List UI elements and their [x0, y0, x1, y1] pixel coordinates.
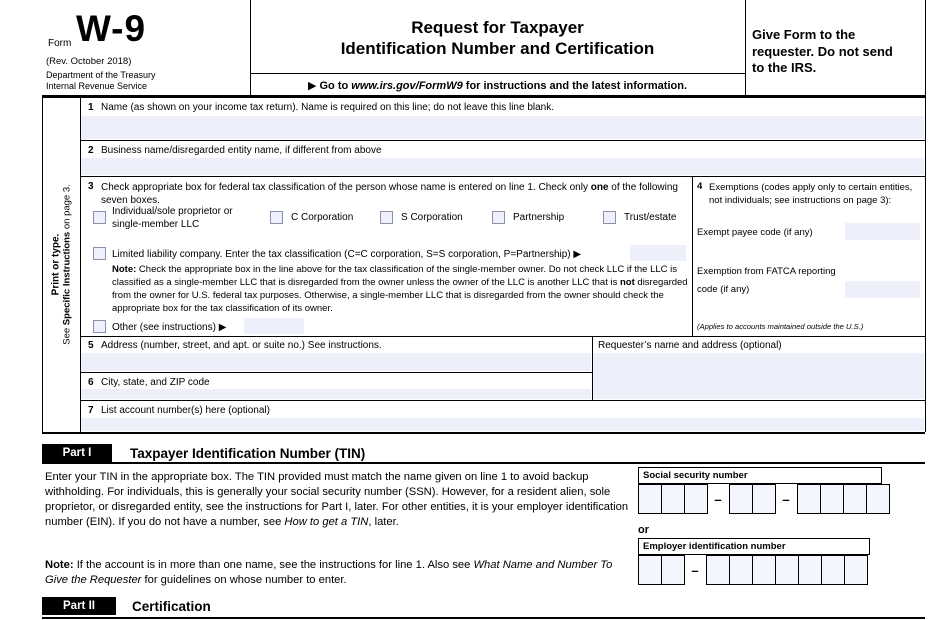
- line2-number: 2: [88, 145, 94, 156]
- goto-instructions-line: ▶ Go to www.irs.gov/FormW9 for instructions and the latest information.: [307, 80, 688, 92]
- divider-line: [80, 372, 592, 373]
- ein-cell[interactable]: [775, 555, 799, 585]
- ssn-dash: –: [782, 491, 790, 507]
- divider-line: [42, 432, 925, 434]
- part2-tab: Part II: [42, 597, 116, 615]
- or-label: or: [638, 524, 649, 536]
- line3-note: Note: Check the appropriate box in the line above for the tax classification of the single-member owner. Do not check LLC if the LLC is classified as a single-member LLC that is disregarded from the owner unless the owner of the LLC is another LLC that is not disregarded from the owner for U.S. federal tax purposes. Otherwise, a single-member LLC that is disregarded from the owner should check the appropriate box for the tax classification of its owner.: [112, 264, 688, 314]
- ein-label-box: Employer identification number: [638, 538, 870, 555]
- line3-label: Check appropriate box for federal tax classification of the person whose name is entered on line 1. Check only one of the following seven boxes.: [101, 182, 678, 206]
- other-label: Other (see instructions) ▶: [112, 322, 227, 333]
- part1-tab: Part I: [42, 444, 112, 462]
- c-corporation-label: C Corporation: [291, 212, 354, 223]
- ein-cell[interactable]: [798, 555, 822, 585]
- part1-instructions: Enter your TIN in the appropriate box. The TIN provided must match the name given on line 1 to avoid backup withholding. For individuals, this is generally your social security number (SSN). However, for a resident alien, sole proprietor, or disregarded entity, see the instructions for Part I, later. For other entities, it is your employer identification number (EIN). If you do not have a number, see How to get a TIN, later.: [45, 471, 629, 528]
- checkbox-other[interactable]: [93, 320, 106, 333]
- divider-line: [250, 73, 745, 74]
- line1-label: Name (as shown on your income tax return). Name is required on this line; do not leave this line blank.: [101, 102, 555, 113]
- checkbox-s-corporation[interactable]: [380, 211, 393, 224]
- line2-business-name-input[interactable]: [81, 158, 924, 175]
- ein-boxes: [638, 555, 867, 585]
- trust-estate-label: Trust/estate: [624, 212, 677, 223]
- divider-line: [745, 0, 746, 97]
- form-title-line1: Request for Taxpayer: [411, 18, 584, 37]
- ssn-cell[interactable]: [638, 484, 662, 514]
- other-input[interactable]: [244, 318, 304, 334]
- line5-number: 5: [88, 340, 94, 351]
- individual-label-line2: single-member LLC: [112, 219, 200, 230]
- form-number: W-9: [76, 8, 147, 49]
- ssn-cell[interactable]: [797, 484, 821, 514]
- fatca-label-line1: Exemption from FATCA reporting: [697, 266, 836, 277]
- ssn-cell[interactable]: [661, 484, 685, 514]
- divider-line: [80, 400, 925, 401]
- line6-label: City, state, and ZIP code: [101, 377, 210, 388]
- line5-label: Address (number, street, and apt. or suite no.) See instructions.: [101, 340, 382, 351]
- ein-cell[interactable]: [752, 555, 776, 585]
- individual-label-line1: Individual/sole proprietor or: [112, 206, 233, 217]
- form-word-label: Form: [48, 38, 72, 49]
- ein-cell[interactable]: [729, 555, 753, 585]
- checkbox-llc[interactable]: [93, 247, 106, 260]
- line5-address-input[interactable]: [81, 353, 591, 371]
- form-revision: (Rev. October 2018): [46, 56, 132, 67]
- divider-line: [80, 140, 925, 141]
- ssn-boxes: [638, 484, 889, 514]
- ein-cell[interactable]: [844, 555, 868, 585]
- line7-number: 7: [88, 405, 94, 416]
- ein-cell[interactable]: [821, 555, 845, 585]
- line7-account-numbers-input[interactable]: [81, 418, 924, 431]
- ssn-cell[interactable]: [866, 484, 890, 514]
- give-form-notice: Give Form to the requester. Do not send to the IRS.: [752, 27, 893, 75]
- partnership-label: Partnership: [513, 212, 565, 223]
- part1-title: Taxpayer Identification Number (TIN): [130, 446, 366, 461]
- ein-cell[interactable]: [661, 555, 685, 585]
- line4-number: 4: [697, 181, 703, 192]
- divider-line: [42, 97, 43, 432]
- ssn-label-box: Social security number: [638, 467, 882, 484]
- form-title-line2: Identification Number and Certification: [340, 39, 655, 58]
- ssn-cell[interactable]: [752, 484, 776, 514]
- ein-cell[interactable]: [638, 555, 662, 585]
- applies-accounts-note: (Applies to accounts maintained outside the U.S.): [697, 322, 864, 331]
- ssn-cell[interactable]: [729, 484, 753, 514]
- ssn-dash: –: [714, 491, 722, 507]
- exempt-payee-code-input[interactable]: [845, 223, 920, 240]
- line6-city-input[interactable]: [81, 389, 591, 399]
- divider-line: [250, 0, 251, 97]
- line2-label: Business name/disregarded entity name, if different from above: [101, 145, 382, 156]
- sidebar-print-or-type: [43, 98, 80, 432]
- divider-line: [80, 97, 81, 432]
- print-or-type-label: Print or type.: [50, 233, 61, 296]
- exempt-payee-label: Exempt payee code (if any): [697, 227, 813, 238]
- divider-line: [42, 462, 925, 464]
- divider-line: [925, 0, 926, 432]
- ssn-cell[interactable]: [820, 484, 844, 514]
- llc-classification-input[interactable]: [630, 245, 686, 261]
- part1-note: Note: If the account is in more than one name, see the instructions for line 1. Also see What Name and Number To Give the Requester for guidelines on whose number to enter.: [45, 559, 613, 586]
- divider-line: [80, 336, 925, 337]
- llc-label: Limited liability company. Enter the tax classification (C=C corporation, S=S corporation, P=Partnership) ▶: [112, 249, 582, 260]
- ssn-cell[interactable]: [684, 484, 708, 514]
- divider-line: [80, 176, 925, 177]
- divider-line: [692, 176, 693, 336]
- dept-treasury-label: Department of the Treasury: [46, 70, 156, 80]
- s-corporation-label: S Corporation: [401, 212, 463, 223]
- requester-input[interactable]: [593, 353, 924, 399]
- checkbox-trust-estate[interactable]: [603, 211, 616, 224]
- ein-dash: –: [691, 562, 699, 578]
- divider-line: [42, 617, 925, 619]
- line4-label: Exemptions (codes apply only to certain entities, not individuals; see instructions on page 3):: [709, 182, 913, 206]
- checkbox-partnership[interactable]: [492, 211, 505, 224]
- ssn-cell[interactable]: [843, 484, 867, 514]
- part2-title: Certification: [132, 599, 211, 614]
- line7-label: List account number(s) here (optional): [101, 405, 270, 416]
- line6-number: 6: [88, 377, 94, 388]
- line1-name-input[interactable]: [81, 116, 924, 139]
- fatca-code-input[interactable]: [845, 281, 920, 298]
- fatca-label-line2: code (if any): [697, 284, 750, 295]
- ein-cell[interactable]: [706, 555, 730, 585]
- line3-number: 3: [88, 181, 94, 192]
- requester-label: Requester’s name and address (optional): [598, 340, 782, 351]
- see-instructions-label: See Specific Instructions on page 3.: [61, 184, 72, 345]
- checkbox-c-corporation[interactable]: [270, 211, 283, 224]
- checkbox-individual[interactable]: [93, 211, 106, 224]
- irs-label: Internal Revenue Service: [46, 81, 148, 91]
- line1-number: 1: [88, 102, 94, 113]
- header-rule: [42, 95, 925, 98]
